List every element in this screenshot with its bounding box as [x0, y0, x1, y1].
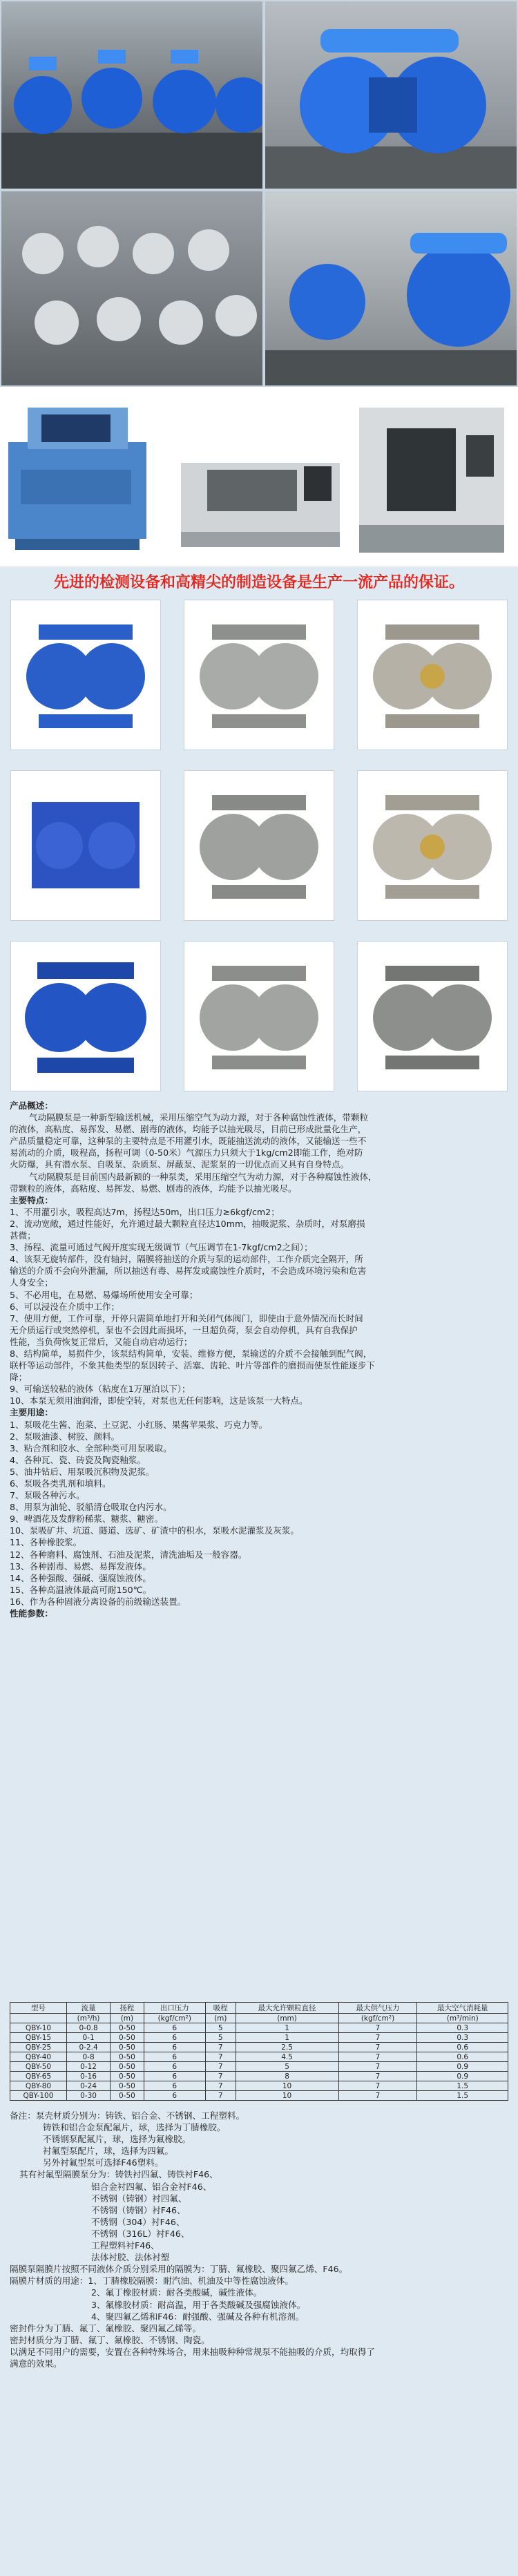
note-line: 法体衬胶、法体衬塑 — [91, 2252, 170, 2263]
use-item: 4、各种瓦、瓷、砖瓷及陶瓷釉浆。 — [10, 1454, 146, 1465]
table-cell: 0-8 — [66, 2052, 110, 2062]
table-cell: 0-1 — [66, 2033, 110, 2043]
intro-line: 产品质量稳定可靠，这种泵的主要特点是不用灌引水，既能抽送流动的液体，又能输送一些不 — [10, 1136, 367, 1147]
note-line: 隔膜泵隔膜片按照不同液体介质分别采用的隔膜为：丁腈、氟橡胶、聚四氟乙烯、F46。 — [10, 2264, 348, 2275]
blue-pump-icon — [11, 771, 160, 920]
pump-batch-photo-3 — [0, 190, 264, 387]
note-line: 密封材质分为丁腈、氟丁、氟橡胶、不锈钢、陶瓷。 — [10, 2334, 210, 2345]
feature-item: 人身安全； — [10, 1277, 53, 1288]
use-item: 2、泵吸油漆、树胶、颜料。 — [10, 1431, 120, 1442]
table-cell: 7 — [338, 2091, 417, 2101]
feature-item: 8、结构简单，易损件少，该泵结构简单，安装、维修方便，泵输送的介质不会接触到配气阀， — [10, 1348, 372, 1359]
use-item: 9、啤酒花及发酵粉稀浆、糖浆、糖密。 — [10, 1514, 164, 1525]
use-item: 3、粘合剂和胶水、全部种类可用泵吸取。 — [10, 1442, 172, 1453]
intro-line: 的液体，高粘度、易挥发、易燃、剧毒的液体，均能予以抽光吸尽，目前已形成批量化生产， — [10, 1124, 367, 1135]
table-cell: 0.6 — [417, 2043, 508, 2052]
table-cell: 0.3 — [417, 2023, 508, 2033]
cnc-lathe-image — [181, 463, 340, 547]
note-line: 备注：泵壳材质分别为：铸铁、铝合金、不锈钢、工程塑料。 — [10, 2110, 245, 2121]
table-cell: 最大空气消耗量 — [417, 2003, 508, 2014]
note-line: 3、氟橡胶材质：耐高温，用于各类酸碱及强腐蚀液体。 — [91, 2299, 306, 2310]
table-cell: QBY-65 — [10, 2072, 67, 2081]
machining-center-image — [359, 408, 504, 553]
table-cell: 1.5 — [417, 2091, 508, 2101]
notes-block — [10, 2110, 508, 2369]
intro-line: 带颗粒的液体，高粘度、易挥发、易燃、剧毒的液体，均能予以抽光吸尽。 — [10, 1183, 297, 1194]
table-cell: QBY-15 — [10, 2033, 67, 2043]
table-row — [10, 2091, 508, 2101]
table-cell: 0-2.4 — [66, 2043, 110, 2052]
table-cell: QBY-50 — [10, 2062, 67, 2072]
blue-pump-icon — [11, 942, 160, 1091]
table-cell: 7 — [338, 2033, 417, 2043]
product-tile-2 — [184, 600, 334, 750]
intro-line: 易流动的介质，吸程高，扬程可调（0-50米）气源压力只须大于1kg/cm2即能工作，绝对防 — [10, 1147, 363, 1158]
table-cell: QBY-25 — [10, 2043, 67, 2052]
note-line: 不锈钢（316L）衬F46、 — [91, 2228, 190, 2239]
table-cell: 0.9 — [417, 2072, 508, 2081]
table-cell: 6 — [144, 2062, 205, 2072]
feature-item: 4、该泵无旋转部件，没有轴封，隔膜将抽送的介质与泵的运动部件，工作介质完全隔开，所 — [10, 1254, 363, 1265]
table-cell: 6 — [144, 2052, 205, 2062]
feature-item: 10、本泵无须用油润滑，即使空转，对泵也无任何影响，这是该泵一大特点。 — [10, 1395, 308, 1406]
note-line: 另外衬氟型泵可选择F46塑料。 — [43, 2157, 164, 2168]
product-tile-8 — [184, 941, 334, 1091]
note-line: 密封件分为丁腈、氟丁、氟橡胶、聚四氟乙烯等。 — [10, 2322, 202, 2334]
table-row — [10, 2023, 508, 2033]
feature-item: 9、可输送较粘的液体（粘度在1万厘泊以下）； — [10, 1384, 191, 1395]
aluminum-pump-icon — [184, 771, 334, 920]
table-row — [10, 2052, 508, 2062]
table-cell: 10 — [236, 2091, 338, 2101]
table-cell: 流量 — [66, 2003, 110, 2014]
intro-line: 气动隔膜泵是目前国内最新颖的一种泵类，采用压缩空气为动力源，对于各种腐蚀性液体， — [29, 1171, 377, 1182]
note-line: 衬氟型泵配片，球，选择为四氟。 — [43, 2146, 173, 2157]
product-tile-7 — [10, 941, 161, 1091]
table-cell: 最大供气压力 — [338, 2003, 417, 2014]
uses-heading: 主要用途： — [10, 1407, 53, 1418]
table-cell: 7 — [205, 2072, 236, 2081]
table-cell — [10, 2014, 67, 2023]
table-cell: (mm) — [236, 2014, 338, 2023]
steel-pump-icon — [358, 771, 507, 920]
blue-pump-icon — [11, 600, 160, 750]
spec-heading: 性能参数： — [10, 1608, 53, 1619]
table-cell: 6 — [144, 2033, 205, 2043]
table-cell: 扬程 — [111, 2003, 144, 2014]
use-item: 11、各种橡胶浆。 — [10, 1537, 82, 1548]
feature-item: 甚微； — [10, 1230, 36, 1241]
use-item: 1、泵吸花生酱、泡菜、土豆泥、小红肠、果酱苹果浆、巧克力等。 — [10, 1419, 268, 1430]
test-console-image — [8, 408, 146, 550]
steel-pump-icon — [358, 942, 507, 1091]
table-cell: QBY-100 — [10, 2091, 67, 2101]
table-cell: (m) — [111, 2014, 144, 2023]
feature-item: 输送的介质不会向外泄漏，所以抽送有毒、易挥发或腐蚀性介质时，不会造成环境污染和危害 — [10, 1266, 367, 1277]
table-cell: 出口压力 — [144, 2003, 205, 2014]
table-cell: 6 — [144, 2091, 205, 2101]
table-cell: QBY-10 — [10, 2023, 67, 2033]
table-row — [10, 2081, 508, 2091]
table-cell: (m) — [205, 2014, 236, 2023]
aluminum-pump-icon — [184, 942, 334, 1091]
table-cell: 5 — [205, 2023, 236, 2033]
table-cell: 7 — [205, 2052, 236, 2062]
table-cell: (kgf/cm²) — [144, 2014, 205, 2023]
intro-paragraph — [10, 1112, 508, 1194]
table-cell: QBY-80 — [10, 2081, 67, 2091]
notes-list — [10, 2110, 508, 2369]
intro-heading: 产品概述： — [10, 1100, 53, 1111]
use-item: 16、作为各种固液分离设备的前级输送装置。 — [10, 1596, 186, 1607]
feature-item: 7、使用方便，工作可靠，开停只需简单地打开和关闭气体阀门，即使由于意外情况而长时间 — [10, 1313, 363, 1324]
table-row — [10, 2043, 508, 2052]
equipment-row — [0, 387, 518, 566]
note-line: 4、聚四氟乙烯和F46：耐强酸、强碱及各种有机溶剂。 — [91, 2311, 305, 2322]
table-cell: 0-30 — [66, 2091, 110, 2101]
table-cell: 0-24 — [66, 2081, 110, 2091]
feature-item: 1、不用灌引水，吸程高达7m，扬程达50m，出口压力≥6kgf/cm2； — [10, 1206, 280, 1217]
use-item: 5、油井钻后、用泵吸沉积物及泥浆。 — [10, 1466, 155, 1477]
uses-list — [10, 1419, 508, 1608]
product-tile-6 — [357, 770, 508, 921]
note-line: 2、氟丁橡胶材质：耐各类酸碱，碱性液体。 — [91, 2287, 262, 2298]
table-cell: 0-50 — [111, 2023, 144, 2033]
use-item: 6、泵吸各类乳剂和填料。 — [10, 1478, 111, 1489]
features-heading: 主要特点： — [10, 1194, 53, 1205]
table-cell: 0-50 — [111, 2081, 144, 2091]
table-cell: 0-50 — [111, 2072, 144, 2081]
table-cell: QBY-40 — [10, 2052, 67, 2062]
note-line: 不锈钢（铸钢）衬四氟、 — [91, 2193, 187, 2204]
use-item: 15、各种高温液体最高可耐150℃。 — [10, 1584, 152, 1595]
table-header-row — [10, 2003, 508, 2014]
product-tile-1 — [10, 600, 161, 750]
feature-item: 无介质运行或突然停机，泵也不会因此而损坏，一旦超负荷，泵会自动停机，具有自我保护 — [10, 1324, 358, 1335]
note-line: 其有衬氟型隔膜泵分为：铸铁衬四氟、铸铁衬F46、 — [19, 2169, 218, 2180]
pump-closeup-photo-2 — [264, 0, 518, 190]
feature-item: 性能，当负荷恢复正常后，又能自动启动运行； — [10, 1336, 193, 1347]
product-description — [10, 1100, 508, 1619]
note-line: 以满足不同用户的需要，安置在各种特殊场合，用来抽吸种种常规泵不能抽吸的介质，均取得了 — [10, 2346, 375, 2357]
product-tile-5 — [184, 770, 334, 921]
table-cell: 7 — [205, 2062, 236, 2072]
table-cell: 0-16 — [66, 2072, 110, 2081]
use-item: 13、各种剧毒、易燃、易挥发液体。 — [10, 1561, 151, 1572]
table-cell: 2.5 — [236, 2043, 338, 2052]
aluminum-pump-icon — [184, 600, 334, 750]
note-line: 不锈钢（铸钢）衬F46、 — [91, 2204, 186, 2215]
table-cell: 0-0.8 — [66, 2023, 110, 2033]
table-cell: 6 — [144, 2072, 205, 2081]
feature-item: 降； — [10, 1372, 28, 1383]
table-cell: (kgf/cm²) — [338, 2014, 417, 2023]
feature-item: 2、流动宽敞，通过性能好，允许通过最大颗粒直径达10mm，抽吸泥浆、杂质时，对泵磨损 — [10, 1218, 365, 1229]
table-cell: 0-50 — [111, 2062, 144, 2072]
table-cell: 6 — [144, 2023, 205, 2033]
pump-row-photo-1 — [0, 0, 264, 190]
table-cell: 1.5 — [417, 2081, 508, 2091]
intro-line: 火防爆，具有潜水泵、自吸泵、杂质泵、屏蔽泵、泥浆泵的一切优点而又具有自身特点。 — [10, 1159, 349, 1170]
quality-caption: 先进的检测设备和高精尖的制造设备是生产一流产品的保证。 — [53, 574, 464, 591]
table-cell: 0.3 — [417, 2033, 508, 2043]
intro-line: 气动隔膜泵是一种新型输送机械，采用压缩空气为动力源，对于各种腐蚀性液体，带颗粒 — [29, 1112, 369, 1123]
product-tile-3 — [357, 600, 508, 750]
table-cell: 8 — [236, 2072, 338, 2081]
table-cell: 7 — [338, 2052, 417, 2062]
table-cell: 6 — [144, 2081, 205, 2091]
table-cell: 7 — [338, 2081, 417, 2091]
note-line: 满意的效果。 — [10, 2358, 62, 2369]
table-cell: 吸程 — [205, 2003, 236, 2014]
table-cell: 6 — [144, 2043, 205, 2052]
table-row — [10, 2033, 508, 2043]
spec-table — [10, 2002, 508, 2101]
table-cell: 7 — [338, 2072, 417, 2081]
note-line: 铝合金衬四氟、铝合金衬F46、 — [91, 2181, 212, 2192]
table-cell: 0-50 — [111, 2033, 144, 2043]
table-cell: (m³/h) — [66, 2014, 110, 2023]
table-unit-row — [10, 2014, 508, 2023]
table-cell: 4.5 — [236, 2052, 338, 2062]
table-cell: 7 — [205, 2091, 236, 2101]
table-cell: 5 — [205, 2033, 236, 2043]
feature-item: 联杆等运动部件，不象其他类型的泵因转子、活塞、齿轮、叶片等部件的磨损而使泵性能逐步下 — [10, 1360, 375, 1371]
table-row — [10, 2072, 508, 2081]
use-item: 10、泵吸矿井、坑道、隧道、选矿、矿渣中的积水，泵吸水泥灌浆及灰浆。 — [10, 1525, 300, 1536]
table-cell: 7 — [205, 2043, 236, 2052]
table-cell: 0-50 — [111, 2091, 144, 2101]
product-tile-9 — [357, 941, 508, 1091]
pump-workshop-photo-4 — [264, 190, 518, 387]
feature-item: 5、不必用电，在易燃、易爆场所使用安全可靠； — [10, 1289, 198, 1300]
table-cell: 7 — [338, 2023, 417, 2033]
note-line: 铸铁和铝合金泵配氟片，球，选择为丁腈橡胶。 — [43, 2122, 226, 2133]
use-item: 8、用泵为油轮、驳船清仓吸取仓内污水。 — [10, 1502, 172, 1513]
table-cell: 0.6 — [417, 2052, 508, 2062]
note-line: 工程塑料衬F46、 — [91, 2240, 160, 2251]
table-row — [10, 2062, 508, 2072]
table-cell: 0-50 — [111, 2043, 144, 2052]
table-cell: 7 — [338, 2043, 417, 2052]
steel-pump-icon — [358, 600, 507, 750]
table-cell: 7 — [338, 2062, 417, 2072]
top-photo-grid — [0, 0, 518, 387]
use-item: 12、各种磨料、腐蚀剂、石油及泥浆，清洗油垢及一般容器。 — [10, 1549, 247, 1560]
feature-item: 3、扬程、流量可通过气阀开度实现无级调节（气压调节在1-7kgf/cm2之间）； — [10, 1242, 313, 1253]
table-cell: 5 — [236, 2062, 338, 2072]
note-line: 不锈钢（304）衬F46、 — [91, 2216, 185, 2227]
table-cell: 0-12 — [66, 2062, 110, 2072]
table-cell: 1 — [236, 2033, 338, 2043]
use-item: 14、各种强酸、强碱、强腐蚀液体。 — [10, 1572, 151, 1583]
note-line: 隔膜片材质的用途：1、丁腈橡胶隔膜：耐汽油、机油及中等性腐蚀液体。 — [10, 2276, 294, 2287]
table-cell: 0.9 — [417, 2062, 508, 2072]
table-cell: 7 — [205, 2081, 236, 2091]
features-list — [10, 1206, 508, 1407]
table-cell: 型号 — [10, 2003, 67, 2014]
table-cell: 1 — [236, 2023, 338, 2033]
table-cell: 0-50 — [111, 2052, 144, 2062]
feature-item: 6、可以浸没在介质中工作； — [10, 1301, 120, 1312]
product-grid — [0, 600, 518, 1091]
use-item: 7、泵吸各种污水。 — [10, 1490, 85, 1501]
table-cell: 10 — [236, 2081, 338, 2091]
note-line: 不锈钢泵配氟片，球，选择为氟橡胶。 — [43, 2134, 191, 2145]
table-cell: (m³/min) — [417, 2014, 508, 2023]
product-tile-4 — [10, 770, 161, 921]
table-cell: 最大允许颗粒直径 — [236, 2003, 338, 2014]
